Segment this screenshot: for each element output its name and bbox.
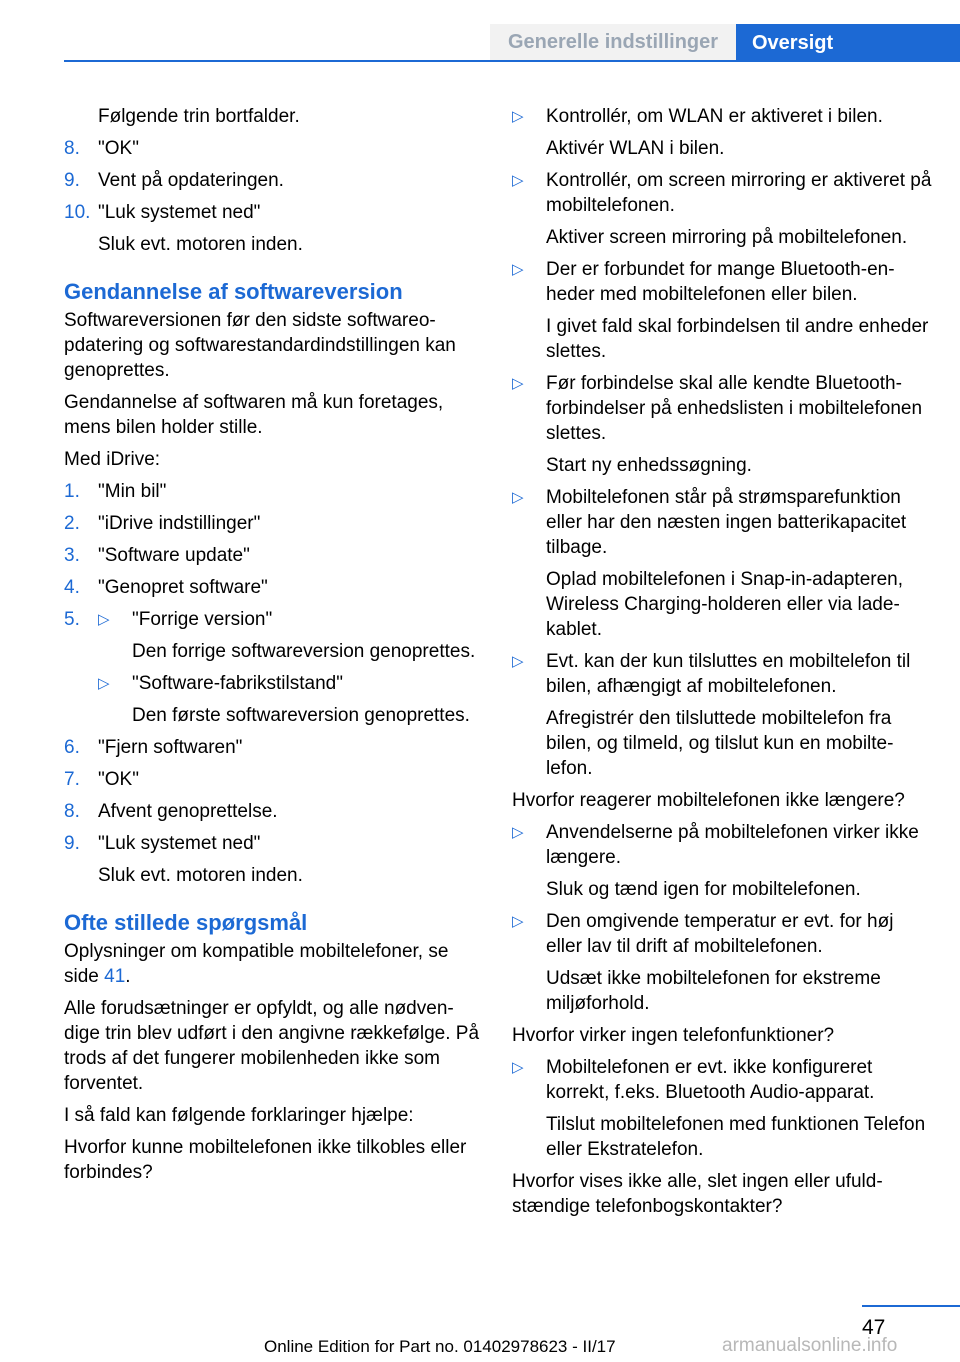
bullet-text: Der er forbundet for mange Bluetooth-enheder med mobiltelefonen eller bilen.: [546, 259, 895, 305]
bullet-sub-text: Afregistrér den tilsluttede mobiltelefon fra bilen, og tilmeld, og tilslut kun en mobiltelefon.: [546, 708, 894, 779]
list-item: [512, 104, 932, 129]
step-text: "Fjern softwaren": [98, 737, 243, 758]
step-number: 4.: [64, 577, 80, 598]
step-number: 9.: [64, 833, 80, 854]
list-item: [512, 1055, 932, 1105]
list-item: [512, 257, 932, 307]
bullet-text: Den omgivende temperatur er evt. for høj eller lav til drift af mobiltelefonen.: [546, 911, 894, 957]
triangle-bullet-icon: ▷: [512, 375, 524, 392]
step-sub-text: Følgende trin bortfalder.: [98, 106, 300, 127]
triangle-bullet-icon: ▷: [512, 913, 524, 930]
paragraph: Med iDrive:: [64, 449, 161, 470]
paragraph: Hvorfor kunne mobiltelefonen ikke tilkobles eller forbindes?: [64, 1137, 467, 1183]
step-sub-text: Den forrige softwareversion genoprettes.: [132, 641, 476, 662]
step-number: 3.: [64, 545, 80, 566]
step-sub-text: Sluk evt. motoren inden.: [98, 865, 303, 886]
bullet-text: Kontrollér, om screen mirroring er aktiveret på mobiltelefonen.: [546, 170, 932, 216]
bullet-text: Mobiltelefonen er evt. ikke konfigureret korrekt, f.eks. Bluetooth Audio-apparat.: [546, 1057, 875, 1103]
bullet-text: Evt. kan der kun tilsluttes en mobiltelefon til bilen, afhængigt af mobiltelefonen.: [546, 651, 911, 697]
list-item: [512, 649, 932, 699]
triangle-bullet-icon: ▷: [512, 1059, 524, 1076]
step-text: "Software update": [98, 545, 250, 566]
bullet-text: Kontrollér, om WLAN er aktiveret i bilen.: [546, 106, 883, 127]
step-number: 5.: [64, 609, 80, 630]
list-item: [512, 371, 932, 446]
step-text: "Software-fabrikstilstand": [132, 673, 343, 694]
step-text: Vent på opdateringen.: [98, 170, 284, 191]
bullet-sub-text: Udsæt ikke mobiltelefonen for ekstreme miljøforhold.: [546, 968, 881, 1014]
paragraph: Gendannelse af softwaren må kun foretages, mens bilen holder stille.: [64, 392, 444, 438]
step-number: 1.: [64, 481, 80, 502]
step-text: "Luk systemet ned": [98, 202, 261, 223]
paragraph-text: Oplysninger om kompatible mobiltelefoner, se side: [64, 941, 449, 987]
list-item: [64, 511, 482, 536]
list-item: [512, 909, 932, 959]
page-number: 47: [862, 1316, 886, 1339]
step-text: "iDrive indstillinger": [98, 513, 261, 534]
header-section-title: Generelle indstillinger: [490, 24, 736, 60]
bullet-text: Før forbindelse skal alle kendte Bluetooth-forbindelser på enhedslisten i mobiltelefonen slettes.: [546, 373, 923, 444]
triangle-bullet-icon: ▷: [512, 489, 524, 506]
step-text: Afvent genoprettelse.: [98, 801, 278, 822]
bullet-sub-text: Oplad mobiltelefonen i Snap-in-adapteren, Wireless Charging-holderen eller via ladekablet.: [546, 569, 904, 640]
nested-list-item: [64, 671, 482, 696]
list-item: [512, 820, 932, 870]
step-text: "Genopret software": [98, 577, 268, 598]
question: Hvorfor vises ikke alle, slet ingen eller ufuldstændige telefonbogskontakter?: [512, 1171, 883, 1217]
paragraph: Softwareversionen før den sidste softwareopdatering og softwarestandardindstillingen kan genoprettes.: [64, 310, 456, 381]
triangle-bullet-icon: ▷: [512, 653, 524, 670]
list-item: [64, 735, 482, 760]
list-item: [64, 831, 482, 856]
triangle-bullet-icon: ▷: [512, 261, 524, 278]
triangle-bullet-icon: ▷: [512, 172, 524, 189]
paragraph: Alle forudsætninger er opfyldt, og alle nødvendige trin blev udført i den angivne rækkefølge. På trods af det fungerer mobilenheden ikke som forventet.: [64, 998, 480, 1094]
bullet-text: Mobiltelefonen står på strømsparefunktion eller har den næsten ingen batterikapacitet tilbage.: [546, 487, 907, 558]
list-item: [64, 136, 482, 161]
section-heading: Gendannelse af softwareversion: [64, 279, 403, 304]
question: Hvorfor reagerer mobiltelefonen ikke længere?: [512, 790, 905, 811]
step-number: 2.: [64, 513, 80, 534]
list-item: [512, 485, 932, 560]
step-text: "Forrige version": [132, 609, 273, 630]
list-item: [64, 799, 482, 824]
page-reference-link[interactable]: 41: [104, 966, 126, 987]
bullet-sub-text: Tilslut mobiltelefonen med funktionen Telefon eller Ekstratelefon.: [546, 1114, 926, 1160]
watermark: armanualsonline.info: [722, 1335, 898, 1356]
step-number: 9.: [64, 170, 80, 191]
left-column: [64, 104, 482, 1192]
list-item: [64, 543, 482, 568]
triangle-bullet-icon: ▷: [98, 675, 110, 692]
paragraph-text: .: [125, 966, 131, 987]
bullet-sub-text: Aktiver screen mirroring på mobiltelefonen.: [546, 227, 908, 248]
section-heading: Ofte stillede spørgsmål: [64, 910, 308, 935]
nested-list-item: [98, 607, 482, 632]
footer-rule: [862, 1305, 960, 1307]
triangle-bullet-icon: ▷: [512, 108, 524, 125]
list-item: [64, 575, 482, 600]
paragraph: [64, 939, 482, 989]
bullet-sub-text: Sluk og tænd igen for mobiltelefonen.: [546, 879, 861, 900]
step-number: 7.: [64, 769, 80, 790]
step-number: 10.: [64, 202, 91, 223]
list-item: [64, 200, 482, 225]
bullet-sub-text: I givet fald skal forbindelsen til andre enheder slettes.: [546, 316, 929, 362]
right-column: [512, 104, 932, 1226]
triangle-bullet-icon: ▷: [98, 611, 110, 628]
header-chapter-tab: Oversigt: [736, 24, 960, 62]
question: Hvorfor virker ingen telefonfunktioner?: [512, 1025, 835, 1046]
paragraph: I så fald kan følgende forklaringer hjælpe:: [64, 1105, 414, 1126]
bullet-sub-text: Start ny enhedssøgning.: [546, 455, 752, 476]
list-item: [64, 767, 482, 792]
list-item: [512, 168, 932, 218]
step-text: "OK": [98, 769, 139, 790]
step-number: 8.: [64, 801, 80, 822]
step-text: "OK": [98, 138, 139, 159]
bullet-sub-text: Aktivér WLAN i bilen.: [546, 138, 725, 159]
step-number: 6.: [64, 737, 80, 758]
step-sub-text: Den første softwareversion genoprettes.: [132, 705, 470, 726]
list-item: [64, 479, 482, 504]
list-item: [64, 607, 482, 632]
bullet-text: Anvendelserne på mobiltelefonen virker ikke længere.: [546, 822, 919, 868]
nested-list-item-inner: [98, 671, 482, 696]
step-text: "Min bil": [98, 481, 167, 502]
step-sub-text: Sluk evt. motoren inden.: [98, 234, 303, 255]
step-number: 8.: [64, 138, 80, 159]
triangle-bullet-icon: ▷: [512, 824, 524, 841]
step-text: "Luk systemet ned": [98, 833, 261, 854]
list-item: [64, 168, 482, 193]
edition-text: Online Edition for Part no. 01402978623 - II/17: [264, 1337, 616, 1356]
